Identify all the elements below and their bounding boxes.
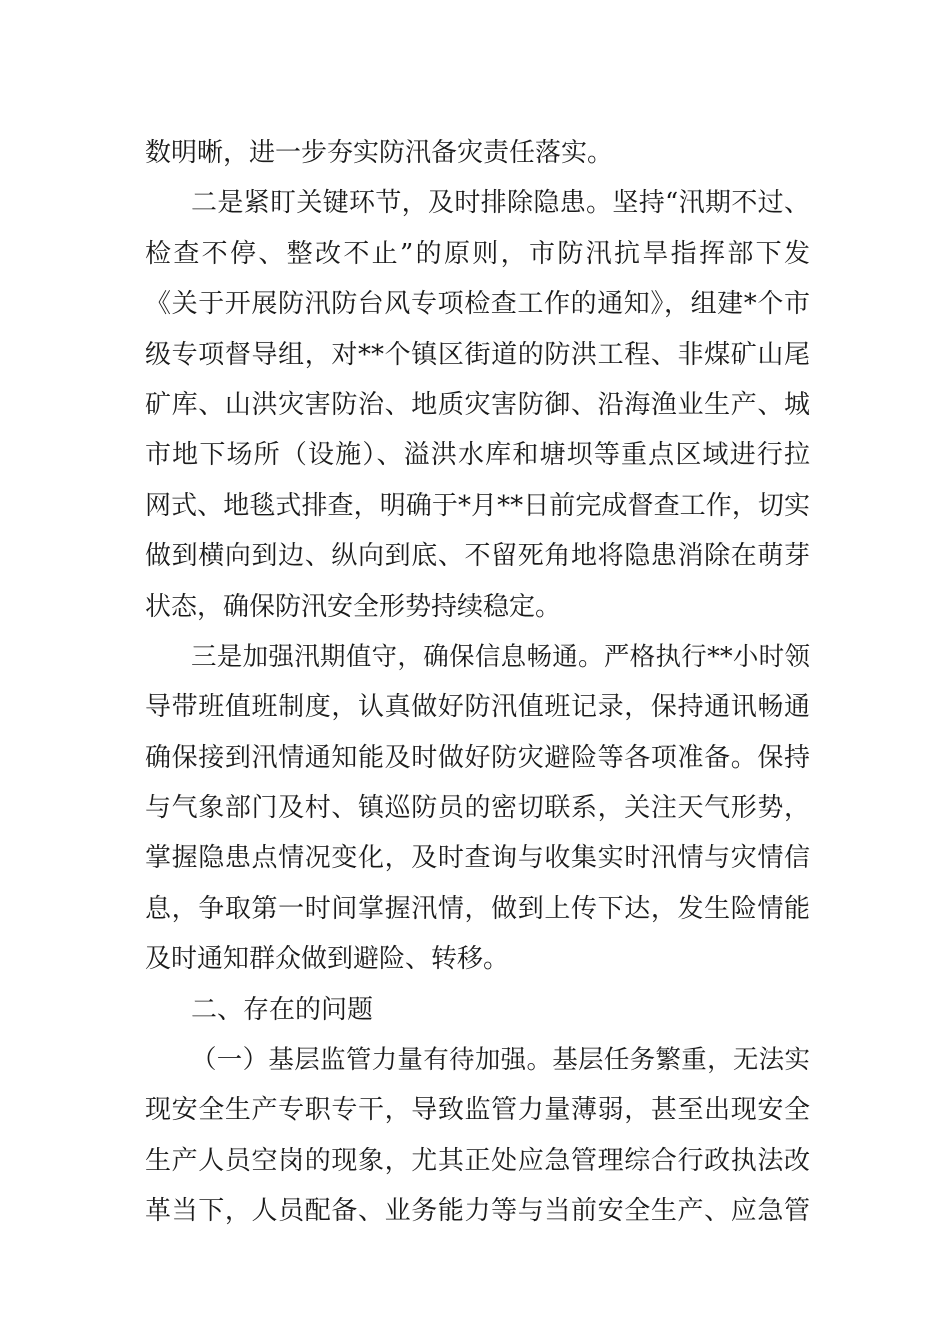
text-line: 现安全生产专职专干，导致监管力量薄弱，甚至出现安全 [145, 1095, 810, 1126]
section-heading: 二、存在的问题 [191, 994, 374, 1025]
document-body [145, 128, 810, 1237]
text-line: 确保接到汛情通知能及时做好防灾避险等各项准备。保持 [145, 742, 810, 773]
text-line: 与气象部门及村、镇巡防员的密切联系，关注天气形势， [145, 793, 810, 824]
text-line: 检查不停、整改不止”的原则，市防汛抗旱指挥部下发 [145, 238, 810, 269]
paragraph-first-line: 三是加强汛期值守，确保信息畅通。严格执行**小时领 [191, 641, 810, 672]
text-line: 息，争取第一时间掌握汛情，做到上传下达，发生险情能 [145, 893, 810, 924]
text-line: 《关于开展防汛防台风专项检查工作的通知》，组建*个市 [145, 289, 810, 320]
text-line: 掌握隐患点情况变化，及时查询与收集实时汛情与灾情信 [145, 843, 810, 874]
text-line: 状态，确保防汛安全形势持续稳定。 [145, 591, 562, 622]
text-line: 数明晰，进一步夯实防汛备灾责任落实。 [145, 138, 614, 168]
text-line: 做到横向到边、纵向到底、不留死角地将隐患消除在萌芽 [145, 541, 810, 572]
text-line: 级专项督导组，对**个镇区街道的防洪工程、非煤矿山尾 [145, 339, 810, 370]
text-line: 矿库、山洪灾害防治、地质灾害防御、沿海渔业生产、城 [145, 389, 810, 420]
text-line: 导带班值班制度，认真做好防汛值班记录，保持通讯畅通 [145, 692, 810, 723]
text-line: 市地下场所（设施）、溢洪水库和塘坝等重点区域进行拉 [145, 440, 810, 471]
paragraph-first-line: 二是紧盯关键环节，及时排除隐患。坚持“汛期不过、 [191, 188, 810, 219]
text-line: 生产人员空岗的现象，尤其正处应急管理综合行政执法改 [145, 1145, 810, 1176]
paragraph-first-line: （一）基层监管力量有待加强。基层任务繁重，无法实 [191, 1045, 810, 1076]
text-line: 网式、地毯式排查，明确于*月**日前完成督查工作，切实 [145, 490, 810, 521]
text-line: 革当下，人员配备、业务能力等与当前安全生产、应急管 [145, 1196, 810, 1227]
text-line: 及时通知群众做到避险、转移。 [145, 944, 510, 975]
